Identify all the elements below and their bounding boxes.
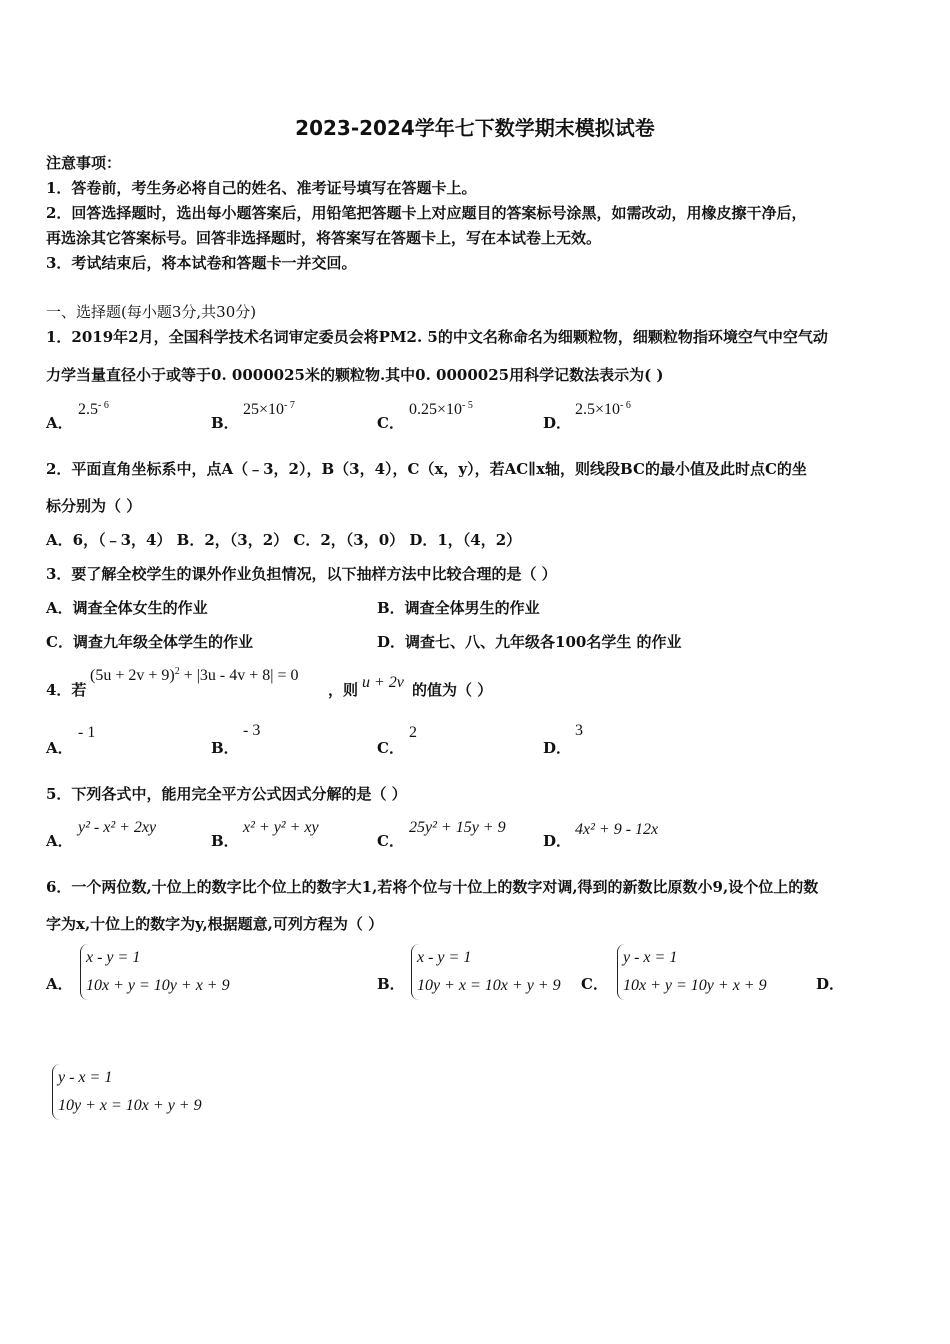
q6-option-a-system	[80, 944, 230, 1000]
q5-option-d-label: D．	[543, 832, 572, 850]
q6-option-d-eq1: y - x = 1	[58, 1069, 113, 1086]
q4-target-expr: u + 2v	[362, 674, 404, 691]
q1-stem-line1: 1．2019年2月，全国科学技术名词审定委员会将PM2. 5的中文名称命名为细颗粒物，细颗粒物指环境空气中空气动	[46, 328, 828, 346]
notice-item-2: 2．回答选择题时，选出每小题答案后，用铅笔把答题卡上对应题目的答案标号涂黑，如需改动，用橡皮擦干净后，	[46, 204, 807, 222]
q5-option-a-expr: y² - x² + 2xy	[78, 819, 157, 836]
q6-option-c-system	[617, 944, 767, 1000]
q6-option-d-system	[52, 1064, 202, 1120]
q6-option-b-system	[411, 944, 561, 1000]
q4-option-a-value: - 1	[78, 724, 96, 741]
q5-option-c-expr: 25y² + 15y + 9	[409, 819, 506, 836]
q4-option-c-value: 2	[409, 724, 417, 741]
q1-option-a-label: A．	[46, 414, 73, 432]
q3-option-a: A．调查全体女生的作业	[46, 599, 208, 617]
q1-stem-line2: 力学当量直径小于或等于0. 0000025米的颗粒物.其中0. 0000025用科学记数法表示为( )	[46, 366, 664, 384]
q6-option-d-label: D．	[816, 975, 845, 993]
q6-stem-line2: 字为x,十位上的数字为y,根据题意,可列方程为（ ）	[46, 915, 384, 933]
q2-stem-line2: 标分别为（ ）	[46, 497, 142, 515]
q2-stem-line1: 2．平面直角坐标系中，点A（﹣3，2），B（3，4），C（x，y），若AC∥x轴，则线段BC的最小值及此时点C的坐	[46, 460, 807, 478]
q3-option-c: C．调查九年级全体学生的作业	[46, 633, 253, 651]
page-title: 2023-2024学年七下数学期末模拟试卷	[295, 116, 655, 140]
q3-option-b: B．调查全体男生的作业	[377, 599, 540, 617]
q1-option-d-expr: $2.5\times 10^{- 6}$	[575, 400, 631, 418]
notice-heading: 注意事项：	[46, 154, 122, 172]
q4-option-b-label: B．	[211, 739, 239, 757]
q6-option-c-eq1: y - x = 1	[623, 949, 678, 966]
q5-option-b-label: B．	[211, 832, 239, 850]
section-heading: 一、选择题(每小题3分,共30分)	[46, 303, 257, 321]
q2-options: A．6，（﹣3，4） B．2，（3，2） C．2，（3，0） D．1，（4，2）	[46, 531, 522, 549]
q4-prefix: 4．若	[46, 681, 87, 699]
q6-option-b-eq1: x - y = 1	[417, 949, 472, 966]
q6-option-a-eq2: 10x + y = 10y + x + 9	[86, 977, 230, 994]
q4-option-d-value: 3	[575, 722, 583, 739]
q4-option-a-label: A．	[46, 739, 73, 757]
q5-option-c-label: C．	[377, 832, 404, 850]
q1-option-b-expr: $25\times 10^{- 7}$	[243, 400, 295, 418]
q6-stem-line1: 6．一个两位数,十位上的数字比个位上的数字大1,若将个位与十位上的数字对调,得到的新数比原数小9,设个位上的数	[46, 878, 819, 896]
notice-item-1: 1．答卷前，考生务必将自己的姓名、准考证号填写在答题卡上。	[46, 179, 477, 197]
q4-option-c-label: C．	[377, 739, 404, 757]
q4-option-b-value: - 3	[243, 722, 261, 739]
q5-option-a-label: A．	[46, 832, 73, 850]
notice-item-2-cont: 再选涂其它答案标号。回答非选择题时，将答案写在答题卡上，写在本试卷上无效。	[46, 229, 602, 247]
q5-option-b-expr: x² + y² + xy	[243, 819, 319, 836]
q6-option-a-eq1: x - y = 1	[86, 949, 141, 966]
q6-option-c-label: C．	[581, 975, 608, 993]
q4-equation: $(5u + 2v + 9)^2 + |3u - 4v + 8| = 0$	[90, 666, 299, 684]
q5-option-d-expr: 4x² + 9 - 12x	[575, 821, 659, 838]
q1-option-c-label: C．	[377, 414, 404, 432]
q1-option-d-label: D．	[543, 414, 572, 432]
q1-option-a-expr: $2.5^{- 6}$	[78, 400, 109, 418]
q4-mid: ，则	[328, 681, 359, 699]
q6-option-d-eq2: 10y + x = 10x + y + 9	[58, 1097, 202, 1114]
q1-option-c-expr: $0.25\times 10^{- 5}$	[409, 400, 473, 418]
q6-option-b-label: B．	[377, 975, 405, 993]
q6-option-a-label: A．	[46, 975, 73, 993]
q5-stem: 5．下列各式中，能用完全平方公式因式分解的是（ ）	[46, 785, 407, 803]
q6-option-b-eq2: 10y + x = 10x + y + 9	[417, 977, 561, 994]
q1-option-b-label: B．	[211, 414, 239, 432]
q6-option-c-eq2: 10x + y = 10y + x + 9	[623, 977, 767, 994]
q4-suffix: 的值为（ ）	[412, 681, 493, 699]
q3-option-d: D．调查七、八、九年级各100名学生 的作业	[377, 633, 682, 651]
notice-item-3: 3．考试结束后，将本试卷和答题卡一并交回。	[46, 254, 357, 272]
q3-stem: 3．要了解全校学生的课外作业负担情况，以下抽样方法中比较合理的是（ ）	[46, 565, 557, 583]
q4-option-d-label: D．	[543, 739, 572, 757]
